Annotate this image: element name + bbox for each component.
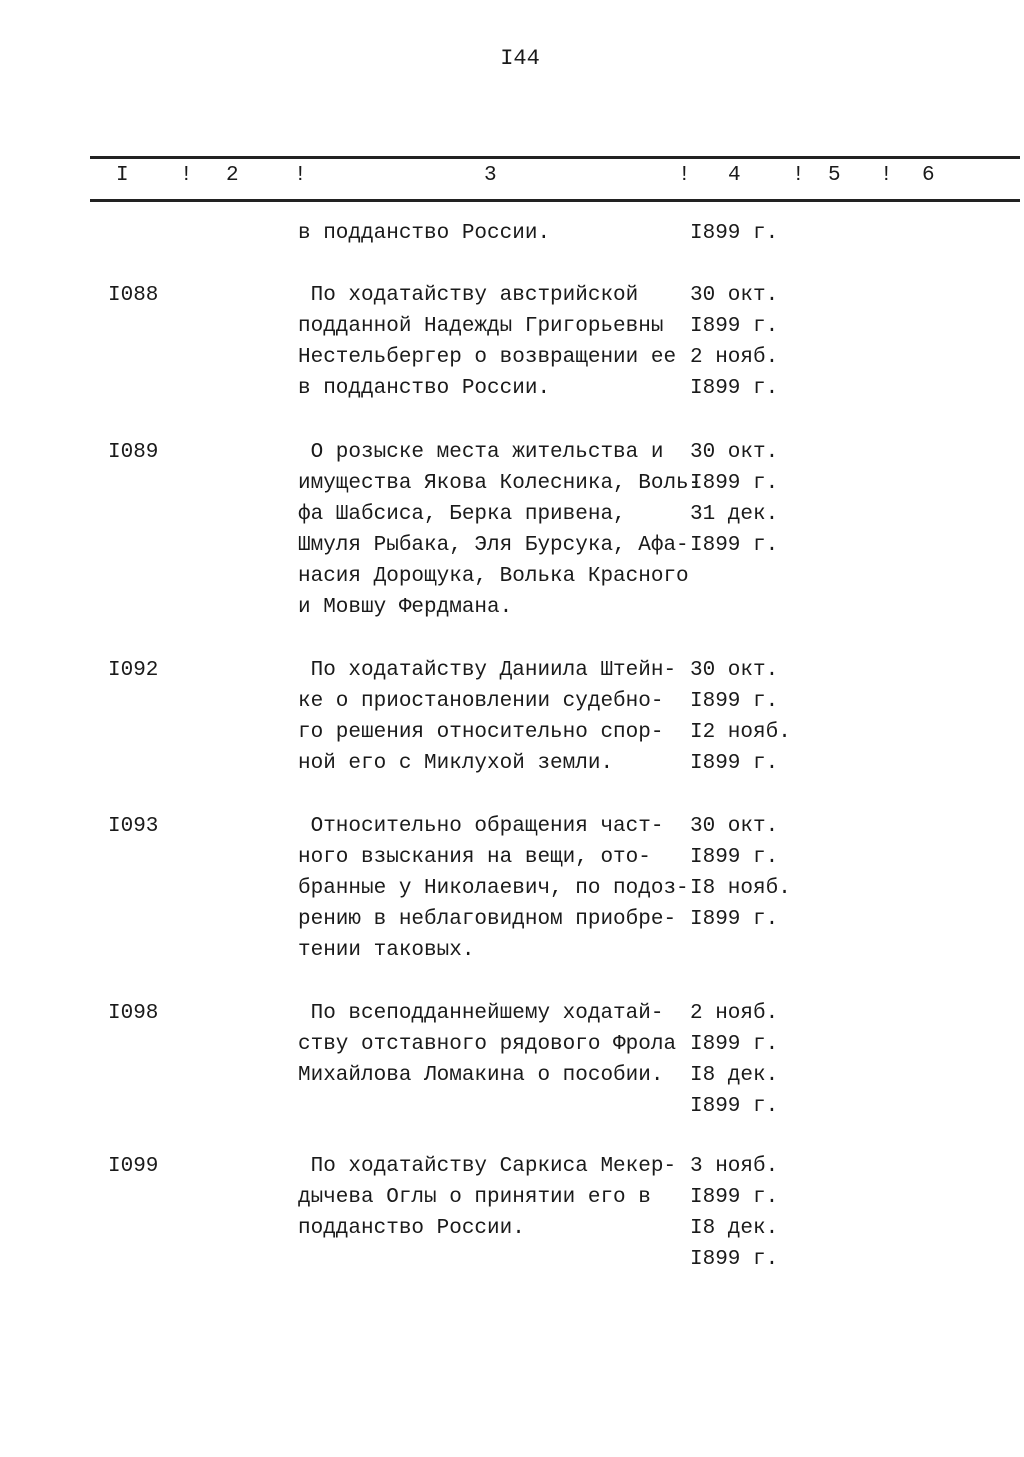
entry-line: [0, 690, 1024, 721]
entry-description: Михайлова Ломакина о пособии.: [298, 1064, 664, 1087]
entry-description: ного взыскания на вещи, ото-: [298, 846, 651, 869]
column-separator: !: [678, 164, 691, 187]
entry-line: [0, 908, 1024, 939]
entry-line: [0, 1155, 1024, 1186]
entry-number: I089: [108, 441, 159, 464]
entry-date: I899 г.: [690, 1248, 779, 1271]
entry-description: фа Шабсиса, Берка привена,: [298, 503, 626, 526]
entry-number: I093: [108, 815, 159, 838]
entry-description: бранные у Николаевич, по подоз-: [298, 877, 689, 900]
entry-date: 30 окт.: [690, 815, 779, 838]
entry-line: [0, 815, 1024, 846]
entry-date: I899 г.: [690, 690, 779, 713]
entry-description: в подданство России.: [298, 377, 551, 400]
entry-description: Нестельбергер о возвращении ее: [298, 346, 677, 369]
entry-date: 2 нояб.: [690, 346, 779, 369]
entry-date: 30 окт.: [690, 441, 779, 464]
column-separator: !: [180, 164, 193, 187]
entry-date: I8 дек.: [690, 1217, 779, 1240]
entry-line: [0, 534, 1024, 565]
entry-line: [0, 1033, 1024, 1064]
page-number: I44: [500, 46, 540, 71]
entry-date: I899 г.: [690, 1033, 779, 1056]
entry-line: [0, 503, 1024, 534]
entry-line: [0, 877, 1024, 908]
entry-line: [0, 315, 1024, 346]
entry-description: го решения относительно спор-: [298, 721, 664, 744]
entry-description: и Мовшу Фердмана.: [298, 596, 513, 619]
column-6-header: 6: [922, 164, 935, 187]
entry-line: [0, 1095, 1024, 1126]
entry-description: ке о приостановлении судебно-: [298, 690, 664, 713]
entry-description: подданство России.: [298, 1217, 525, 1240]
entry-line: [0, 721, 1024, 752]
entry-date: I8 нояб.: [690, 877, 791, 900]
entry-line: [0, 1248, 1024, 1279]
entry-date: 30 окт.: [690, 284, 779, 307]
entry-line: [0, 1186, 1024, 1217]
entry-description: тении таковых.: [298, 939, 475, 962]
entry-line: [0, 752, 1024, 783]
entry-line: [0, 441, 1024, 472]
entry-line: [0, 1064, 1024, 1095]
entry-date: I899 г.: [690, 472, 779, 495]
entry-description: подданной Надежды Григорьевны: [298, 315, 664, 338]
entry-description: По ходатайству Саркиса Мекер-: [298, 1155, 677, 1178]
entry-date: I899 г.: [690, 1186, 779, 1209]
entry-line: [0, 284, 1024, 315]
entry-line: [0, 596, 1024, 627]
column-separator: !: [294, 164, 307, 187]
column-4-header: 4: [728, 164, 741, 187]
column-3-header: 3: [484, 164, 497, 187]
entry-line: [0, 659, 1024, 690]
column-1-header: I: [116, 164, 129, 187]
entry-date: 30 окт.: [690, 659, 779, 682]
entry-number: I092: [108, 659, 159, 682]
entry-date: I899 г.: [690, 846, 779, 869]
entry-description: имущества Якова Колесника, Воль-: [298, 472, 702, 495]
header-top-rule: [90, 156, 1020, 159]
entry-line: [0, 472, 1024, 503]
entry-date: 2 нояб.: [690, 1002, 779, 1025]
entry-line: [0, 222, 1024, 253]
entry-description: ной его с Миклухой земли.: [298, 752, 614, 775]
entry-date: I899 г.: [690, 315, 779, 338]
entry-description: О розыске места жительства и: [298, 441, 664, 464]
column-2-header: 2: [226, 164, 239, 187]
entry-description: Относительно обращения част-: [298, 815, 664, 838]
entry-description: в подданство России.: [298, 222, 551, 245]
entry-date: 31 дек.: [690, 503, 779, 526]
entry-date: I2 нояб.: [690, 721, 791, 744]
entry-line: [0, 346, 1024, 377]
entry-line: [0, 377, 1024, 408]
entry-line: [0, 1217, 1024, 1248]
entry-date: I899 г.: [690, 222, 779, 245]
entry-date: 3 нояб.: [690, 1155, 779, 1178]
entry-date: I899 г.: [690, 377, 779, 400]
entry-description: насия Дорощука, Волька Красного: [298, 565, 689, 588]
entry-date: I899 г.: [690, 908, 779, 931]
entry-line: [0, 565, 1024, 596]
entry-description: Шмуля Рыбака, Эля Бурсука, Афа-: [298, 534, 689, 557]
entry-description: По всеподданнейшему ходатай-: [298, 1002, 664, 1025]
entry-description: рению в неблаговидном приобре-: [298, 908, 677, 931]
entry-line: [0, 939, 1024, 970]
entry-description: дычева Оглы о принятии его в: [298, 1186, 651, 1209]
entry-date: I8 дек.: [690, 1064, 779, 1087]
entry-description: По ходатайству австрийской: [298, 284, 639, 307]
entry-number: I099: [108, 1155, 159, 1178]
entry-date: I899 г.: [690, 534, 779, 557]
entry-number: I088: [108, 284, 159, 307]
entry-description: ству отставного рядового Фрола: [298, 1033, 677, 1056]
entry-date: I899 г.: [690, 752, 779, 775]
entry-line: [0, 846, 1024, 877]
entry-description: По ходатайству Даниила Штейн-: [298, 659, 677, 682]
header-bottom-rule: [90, 199, 1020, 202]
column-5-header: 5: [828, 164, 841, 187]
entry-line: [0, 1002, 1024, 1033]
entry-date: I899 г.: [690, 1095, 779, 1118]
column-separator: !: [880, 164, 893, 187]
entry-number: I098: [108, 1002, 159, 1025]
column-separator: !: [792, 164, 805, 187]
